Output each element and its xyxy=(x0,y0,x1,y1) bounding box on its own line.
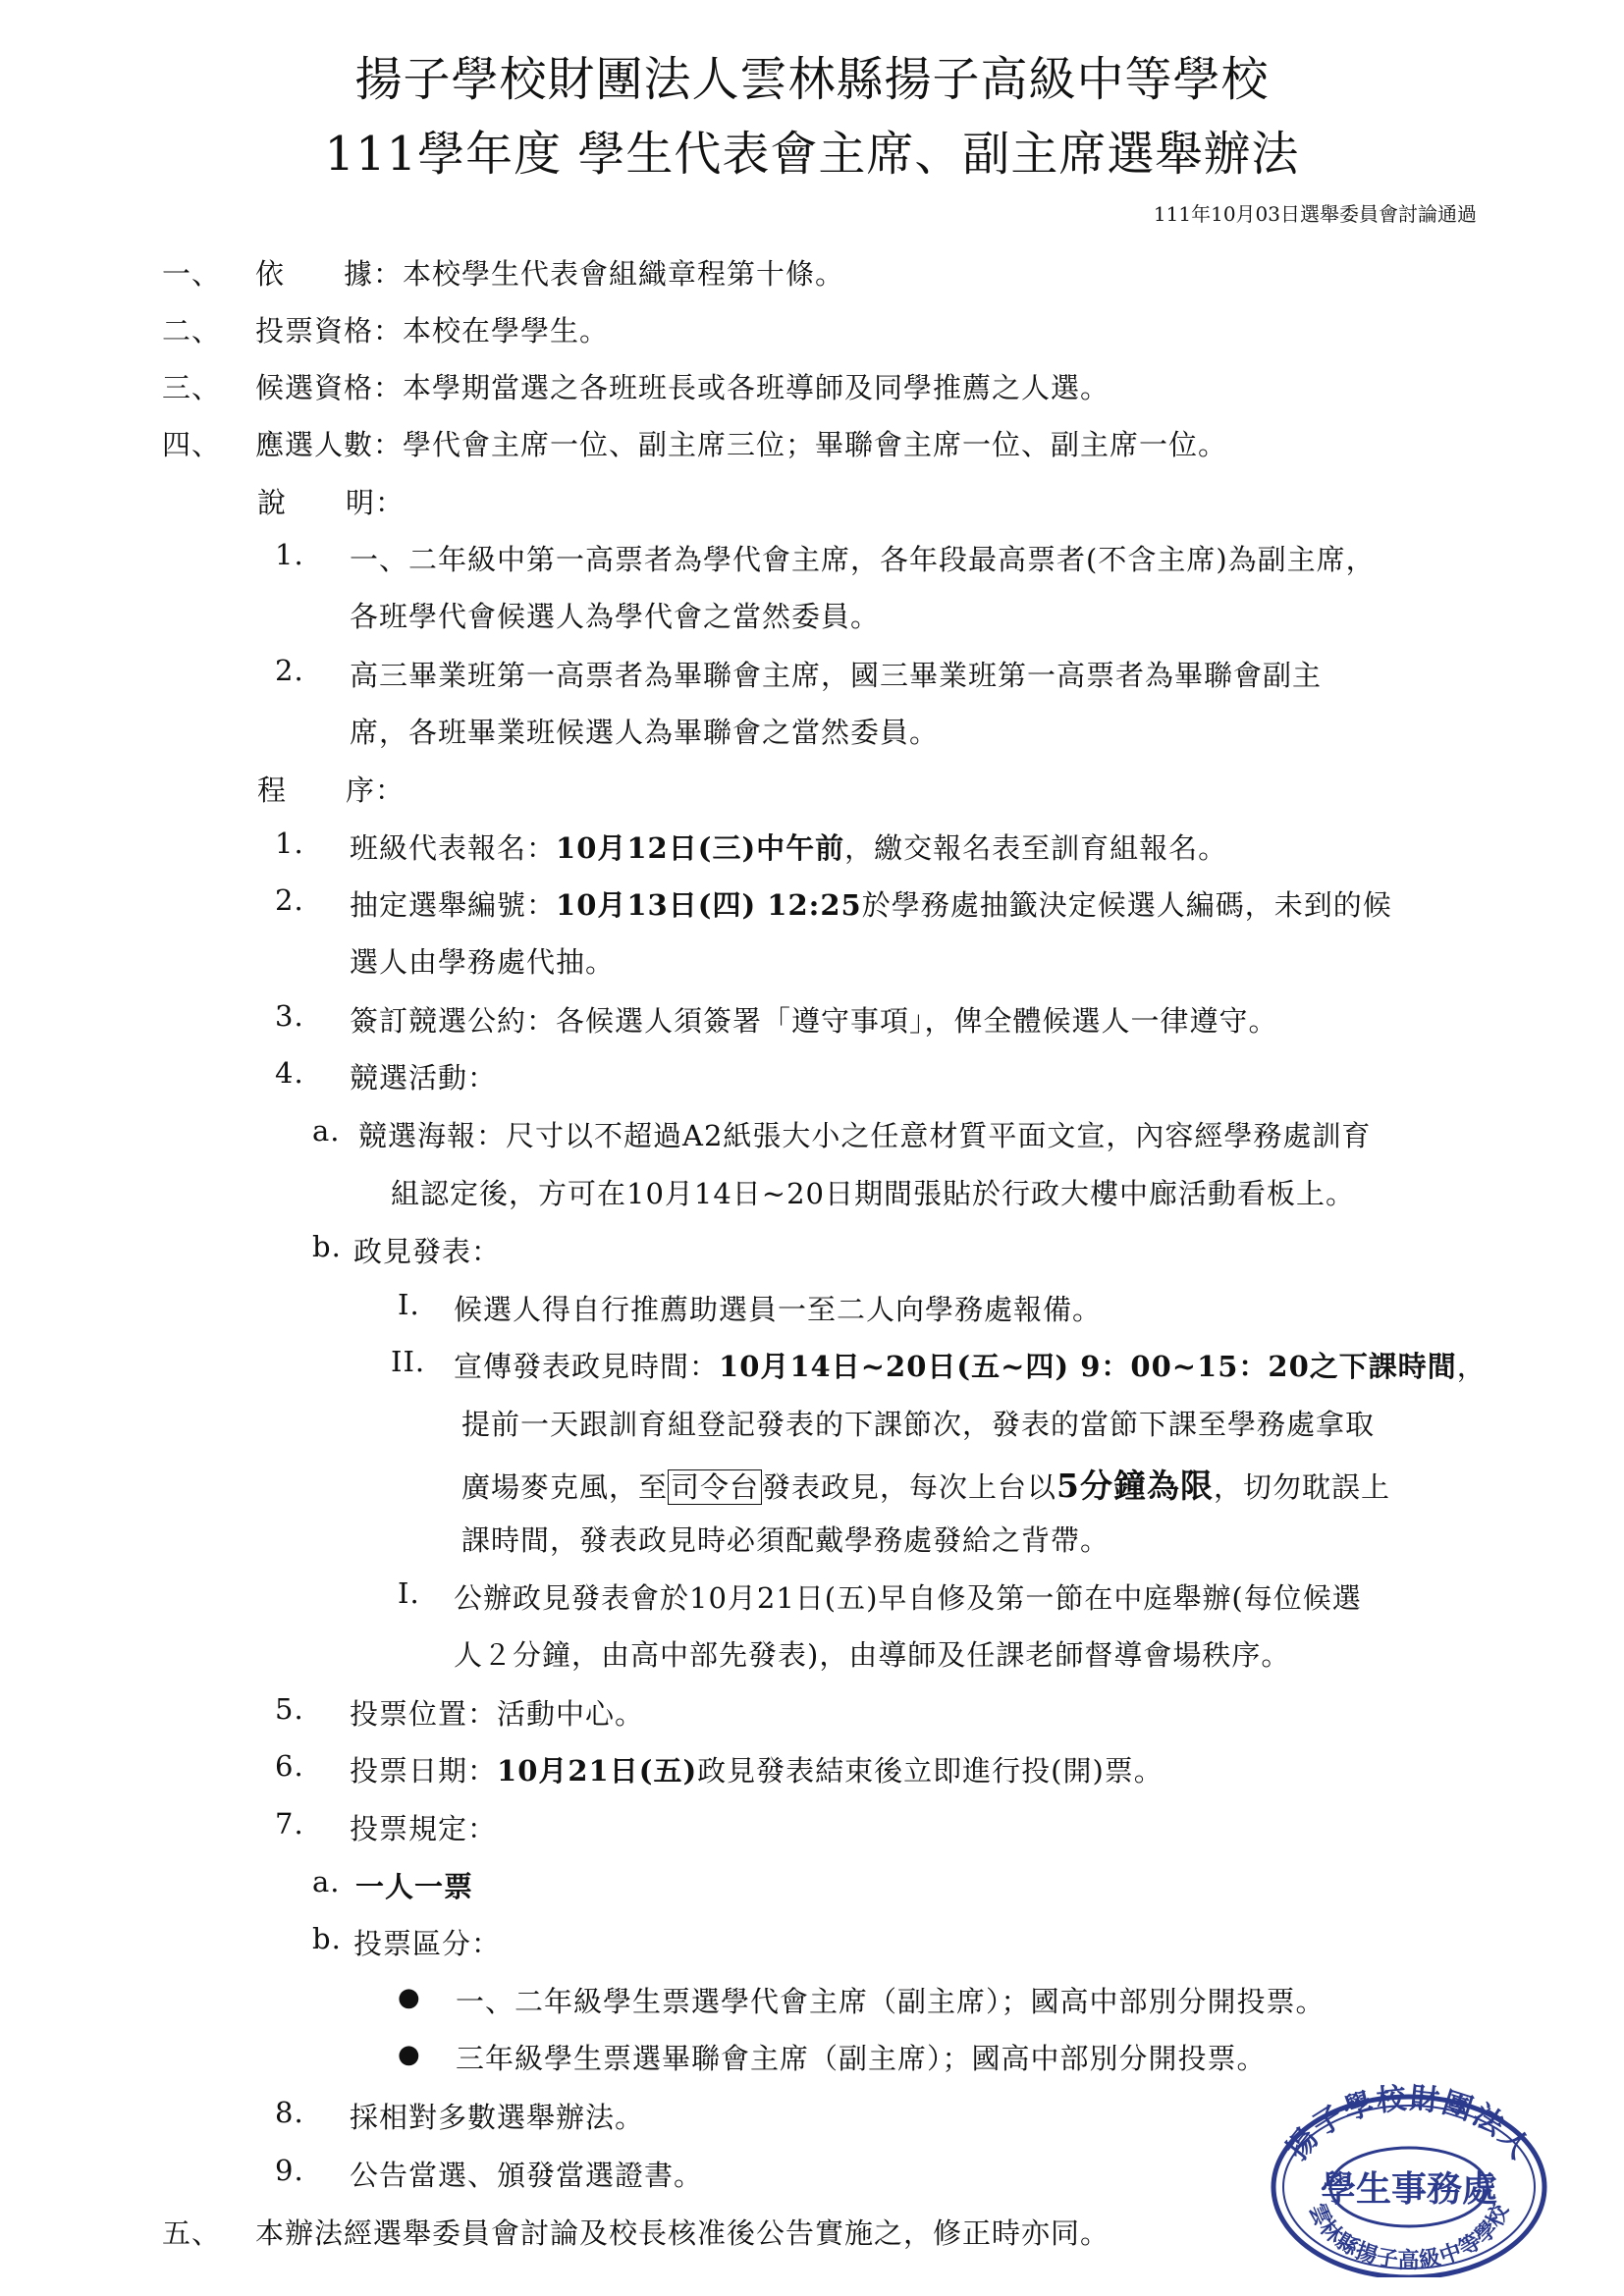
vote-division-1: 一、二年級學生票選學代會主席（副主席）；國高中部別分開投票。 xyxy=(456,1985,1326,2018)
item-number: 3. xyxy=(275,999,304,1033)
poster-rule-line-1: 競選海報：尺寸以不超過A2紙張大小之任意材質平面文宣，內容經學務處訓育 xyxy=(358,1119,1372,1152)
explain-1-line-2: 各班學代會候選人為學代會之當然委員。 xyxy=(350,600,881,633)
procedure-8-text: 採相對多數選舉辦法。 xyxy=(350,2101,645,2134)
item-number: 8. xyxy=(275,2096,304,2129)
procedure-6-text: 投票日期：10月21日(五)政見發表結束後立即進行投(開)票。 xyxy=(350,1754,1164,1788)
item-number: 5. xyxy=(275,1692,304,1726)
section-number: 二、 xyxy=(162,314,222,347)
item-number: 1. xyxy=(275,538,304,571)
svg-text:雲林縣揚子高級中等學校: 雲林縣揚子高級中等學校 xyxy=(1304,2200,1514,2273)
sub-mark: b. xyxy=(312,1230,342,1263)
section-number: 一、 xyxy=(162,257,222,291)
section-3-text: 候選資格：本學期當選之各班班長或各班導師及同學推薦之人選。 xyxy=(255,371,1110,404)
item-number: 6. xyxy=(275,1749,304,1783)
item-number: 4. xyxy=(275,1056,304,1090)
procedure-9-text: 公告當選、頒發當選證書。 xyxy=(350,2159,704,2192)
bullet-icon: ● xyxy=(398,2040,420,2069)
speech-rule-1: 候選人得自行推薦助選員一至二人向學務處報備。 xyxy=(454,1293,1103,1326)
procedure-2-line-2: 選人由學務處代抽。 xyxy=(350,945,616,979)
procedure-5-text: 投票位置：活動中心。 xyxy=(350,1697,645,1731)
poster-rule-line-2: 組認定後，方可在10月14日~20日期間張貼於行政大樓中廊活動看板上。 xyxy=(391,1177,1356,1210)
explain-2-line-1: 高三畢業班第一高票者為畢聯會主席，國三畢業班第一高票者為畢聯會副主 xyxy=(350,659,1323,692)
roman-mark: I. xyxy=(398,1576,420,1610)
speech-rule-2-line-3: 廣場麥克風，至 司令台 發表政見，每次上台以5分鐘為限，切勿耽誤上 xyxy=(461,1467,1391,1505)
procedure-1-text: 班級代表報名：10月12日(三)中午前，繳交報名表至訓育組報名。 xyxy=(350,831,1228,865)
item-number: 7. xyxy=(275,1807,304,1841)
one-person-one-vote: 一人一票 xyxy=(355,1870,474,1903)
section-5-text: 本辦法經選舉委員會討論及校長核准後公告實施之，修正時亦同。 xyxy=(255,2216,1110,2250)
speech-rule-2-line-4: 課時間，發表政見時必須配戴學務處發給之背帶。 xyxy=(461,1523,1110,1557)
procedure-3-text: 簽訂競選公約：各候選人須簽署「遵守事項」，俾全體候選人一律遵守。 xyxy=(350,1004,1278,1038)
sub-mark: a. xyxy=(312,1114,341,1148)
svg-text:揚子學校財團法人: 揚子學校財團法人 xyxy=(1279,2081,1539,2167)
procedure-7-text: 投票規定： xyxy=(350,1812,498,1845)
section-1-text: 依 據：本校學生代表會組織章程第十條。 xyxy=(255,257,845,291)
explain-2-line-2: 席，各班畢業班候選人為畢聯會之當然委員。 xyxy=(350,716,940,749)
document-title: 揚子學校財團法人雲林縣揚子高級中等學校 xyxy=(354,52,1270,107)
platform-speech-heading: 政見發表： xyxy=(353,1235,502,1268)
approval-note: 111年10月03日選舉委員會討論通過 xyxy=(1153,202,1477,226)
roman-mark: II. xyxy=(391,1345,426,1378)
vote-division-heading: 投票區分： xyxy=(353,1927,502,1960)
document-subtitle: 111學年度 學生代表會主席、副主席選舉辦法 xyxy=(324,127,1300,182)
procedure-4-text: 競選活動： xyxy=(350,1061,498,1095)
speech-rule-3-line-2: 人２分鐘，由高中部先發表)，由導師及任課老師督導會場秩序。 xyxy=(454,1638,1291,1672)
explain-1-line-1: 一、二年級中第一高票者為學代會主席，各年段最高票者(不含主席)為副主席， xyxy=(350,543,1376,576)
sub-mark: b. xyxy=(312,1922,342,1955)
vote-division-2: 三年級學生票選畢聯會主席（副主席）；國高中部別分開投票。 xyxy=(456,2042,1267,2075)
speech-rule-3-line-1: 公辦政見發表會於10月21日(五)早自修及第一節在中庭舉辦(每位候選 xyxy=(454,1581,1362,1615)
explain-heading: 說 明： xyxy=(257,486,406,519)
boxed-term: 司令台 xyxy=(668,1469,762,1505)
procedure-heading: 程 序： xyxy=(257,774,406,807)
section-number: 四、 xyxy=(162,428,222,461)
section-number: 三、 xyxy=(162,371,222,404)
bullet-icon: ● xyxy=(398,1983,420,2012)
item-number: 2. xyxy=(275,654,304,687)
section-number: 五、 xyxy=(162,2216,222,2250)
procedure-2-line-1: 抽定選舉編號：10月13日(四) 12:25於學務處抽籤決定候選人編碼，未到的候 xyxy=(350,888,1392,922)
speech-rule-2-line-1: 宣傳發表政見時間：10月14日~20日(五~四) 9：00~15：20之下課時間， xyxy=(454,1350,1487,1383)
sub-mark: a. xyxy=(312,1865,341,1898)
svg-text:學生事務處: 學生事務處 xyxy=(1320,2168,1498,2210)
item-number: 2. xyxy=(275,883,304,917)
section-2-text: 投票資格：本校在學學生。 xyxy=(255,314,610,347)
office-seal-stamp xyxy=(1267,2081,1551,2277)
item-number: 9. xyxy=(275,2154,304,2187)
roman-mark: I. xyxy=(398,1288,420,1321)
section-4-text: 應選人數：學代會主席一位、副主席三位；畢聯會主席一位、副主席一位。 xyxy=(255,428,1228,461)
speech-rule-2-line-2: 提前一天跟訓育組登記發表的下課節次，發表的當節下課至學務處拿取 xyxy=(461,1408,1376,1441)
item-number: 1. xyxy=(275,827,304,860)
